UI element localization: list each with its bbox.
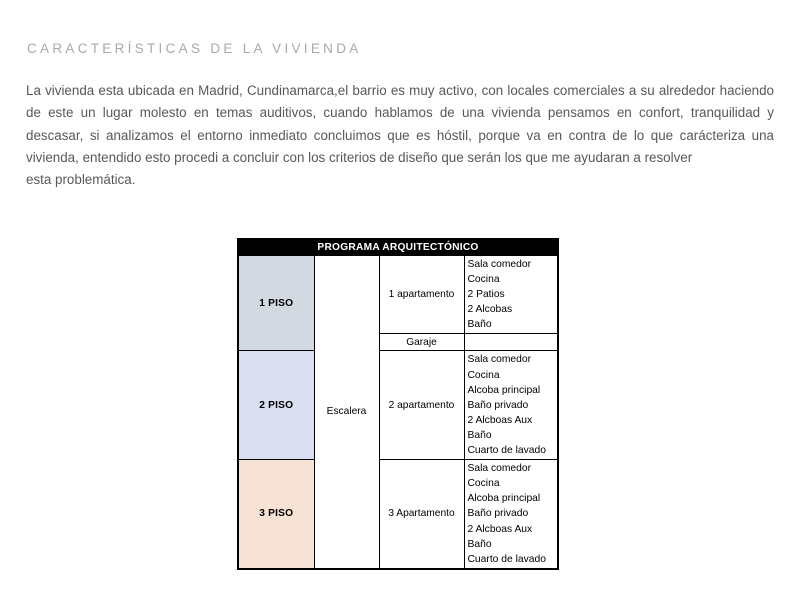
architectural-program-table xyxy=(237,238,559,570)
piso-2-label-cell: 2 PISO xyxy=(238,351,314,460)
list-item: Baño xyxy=(467,429,492,441)
list-item: Sala comedor xyxy=(467,259,532,270)
piso-3-label-cell: 3 PISO xyxy=(238,460,314,569)
piso-3-rooms-list xyxy=(468,461,558,567)
list-item: 2 Alcboas Aux xyxy=(467,523,533,535)
list-item: Sala comedor xyxy=(467,354,532,366)
page-title: CARACTERÍSTICAS DE LA VIVIENDA xyxy=(27,41,362,56)
piso-1-rooms-list xyxy=(468,257,558,332)
list-item: Baño privado xyxy=(467,508,529,520)
list-item: 2 Alcobas xyxy=(467,304,513,316)
list-item: Baño privado xyxy=(467,399,529,411)
garaje-rooms-cell xyxy=(464,334,558,351)
list-item: Alcoba principal xyxy=(467,493,541,505)
list-item: Baño xyxy=(467,319,492,331)
piso-3-apartamento-cell: 3 Apartamento xyxy=(379,460,464,569)
list-item: Sala comedor xyxy=(467,463,532,475)
piso-1-rooms-cell xyxy=(464,256,558,334)
piso-2-rooms-list xyxy=(468,352,558,458)
list-item: Cocina xyxy=(467,478,500,490)
list-item: Cocina xyxy=(467,369,500,381)
list-item: 2 Patios xyxy=(467,289,505,301)
intro-paragraph-body: La vivienda esta ubicada en Madrid, Cundinamarca,el barrio es muy activo, con locales comerciales a su alrededor haciendo de este un lugar molesto en temas auditivos, cuando hablamos de una vivienda pensamos en confort, tranquilidad y descasar, si analizamos el entorno inmediato concluimos que es hóstil, porque va en contra de lo que carácteriza una vivienda, entendido esto procedi a concluir con los criterios de diseño que serán los que me ayudaran a resolver xyxy=(26,83,774,165)
table-row-piso-2 xyxy=(238,351,558,460)
table-row-piso-3 xyxy=(238,460,558,569)
list-item: Cocina xyxy=(467,274,500,286)
escalera-cell: Escalera xyxy=(314,256,379,569)
table-title-cell: PROGRAMA ARQUITECTÓNICO xyxy=(238,239,558,256)
list-item: Cuarto de lavado xyxy=(467,445,546,457)
table-header-row xyxy=(238,239,558,256)
list-item: Baño xyxy=(467,538,492,550)
intro-paragraph xyxy=(26,80,774,191)
piso-3-rooms-cell xyxy=(464,460,558,569)
list-item: Alcoba principal xyxy=(467,384,541,396)
garaje-label-cell: Garaje xyxy=(379,334,464,351)
list-item: Cuarto de lavado xyxy=(467,553,546,565)
piso-1-apartamento-cell: 1 apartamento xyxy=(379,256,464,334)
list-item: 2 Alcboas Aux xyxy=(467,414,533,426)
intro-paragraph-last-line: esta problemática. xyxy=(26,172,136,188)
table-row-piso-1 xyxy=(238,256,558,334)
piso-2-rooms-cell xyxy=(464,351,558,460)
piso-2-apartamento-cell: 2 apartamento xyxy=(379,351,464,460)
piso-1-label-cell: 1 PISO xyxy=(238,256,314,351)
